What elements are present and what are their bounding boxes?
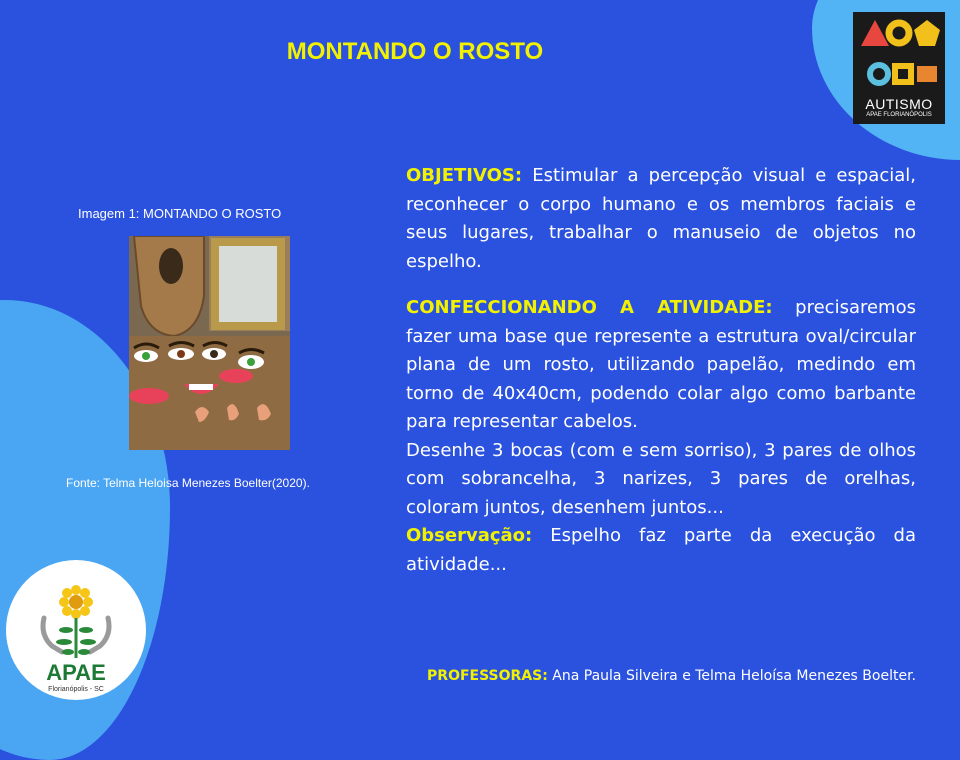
objetivos-text: Estimular a percepção visual e espacial, reconhecer o corpo humano e os membros faciais e seus lugares, trabalhar o manuseio de objetos no espelho. [406, 165, 916, 272]
professoras-credit [406, 668, 916, 684]
apae-logo-text: APAE [46, 660, 106, 685]
confeccionando-label: CONFECCIONANDO A ATIVIDADE: [406, 297, 773, 318]
autismo-logo [853, 12, 945, 124]
apae-logo-subtext: Florianópolis - SC [48, 686, 104, 693]
activity-photo [129, 236, 290, 450]
confeccionando-text: precisaremos fazer uma base que represente a estrutura oval/circular plana de um rosto, utilizando papelão, medindo em torno de 40x40cm, podendo colar algo como barbante para representar cabelos. [406, 297, 916, 432]
activity-description [406, 162, 916, 579]
professoras-text: Ana Paula Silveira e Telma Heloísa Menezes Boelter. [547, 668, 916, 684]
image-source: Fonte: Telma Heloisa Menezes Boelter(2020). [66, 476, 310, 490]
observacao-text: Espelho faz parte da execução da atividade... [406, 525, 916, 575]
autismo-logo-subtext: APAE FLORIANÓPOLIS [866, 112, 932, 118]
autismo-logo-text: AUTISMO [865, 96, 933, 112]
page-title: MONTANDO O ROSTO [286, 38, 544, 65]
desenhe-paragraph: Desenhe 3 bocas (com e sem sorriso), 3 pares de olhos com sobrancelha, 3 narizes, 3 pares de orelhas, coloram juntos, desenhem juntos... [406, 439, 916, 518]
image-caption: Imagem 1: MONTANDO O ROSTO [78, 206, 282, 221]
confeccionando-paragraph [406, 294, 916, 437]
objetivos-label: OBJETIVOS: [406, 165, 523, 186]
observacao-label: Observação: [406, 525, 533, 546]
observacao-paragraph [406, 522, 916, 579]
objetivos-paragraph [406, 162, 916, 276]
autism-shapes-icon [853, 12, 945, 96]
professoras-label: PROFESSORAS: [427, 668, 548, 684]
